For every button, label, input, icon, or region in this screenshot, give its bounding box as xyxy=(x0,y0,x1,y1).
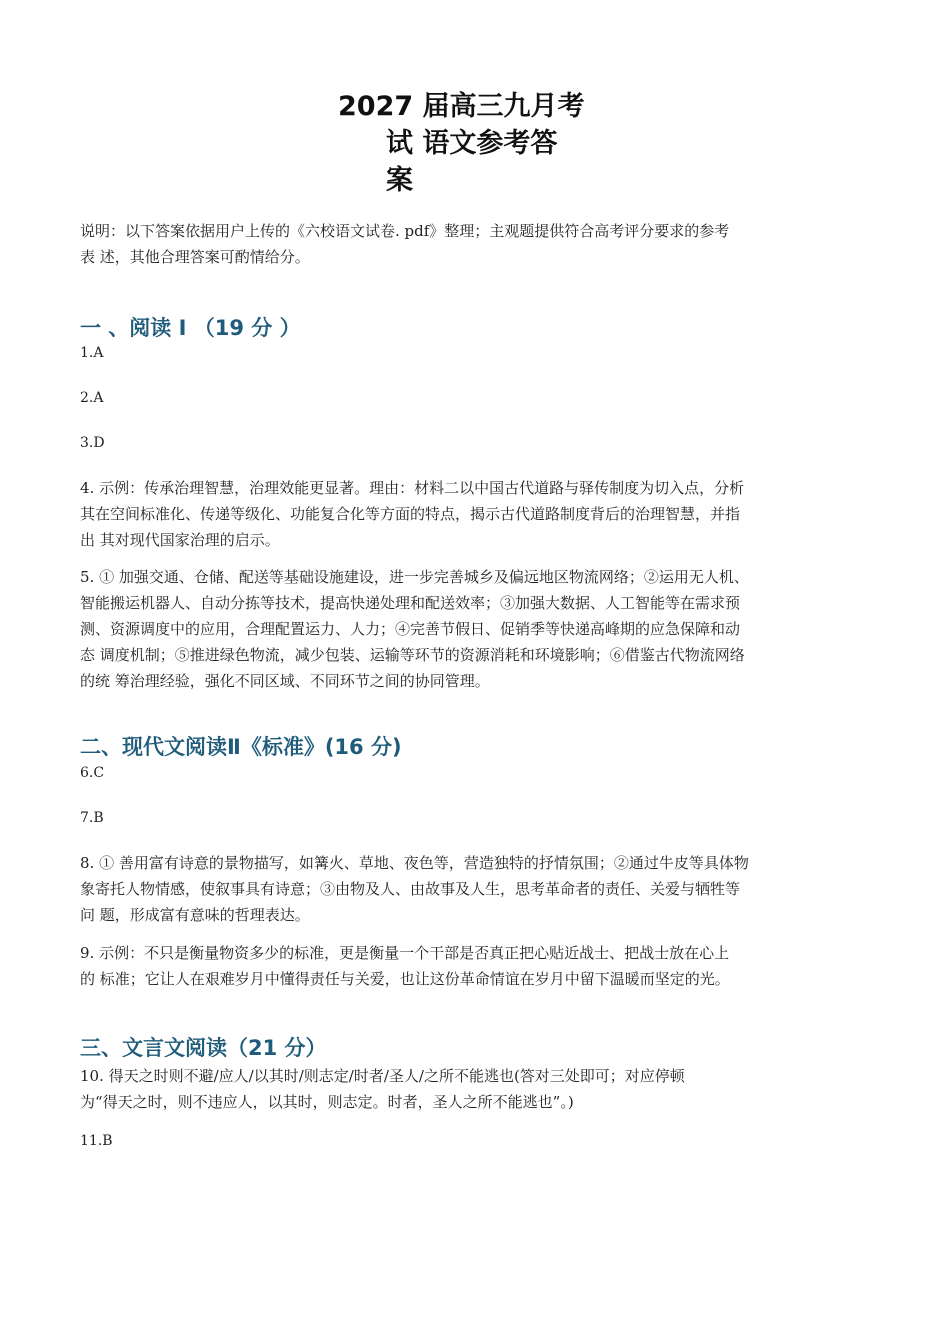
answer-item-9 xyxy=(80,940,860,992)
answer-item-8 xyxy=(80,850,860,928)
answer-text: 6.C xyxy=(80,765,105,781)
answer-line: 象寄托人物情感，使叙事具有诗意；③由物及人、由故事及人生，思考革命者的责任、关爱与牺牲等 xyxy=(80,880,741,898)
section-heading-reading-1: 一 、阅读 I （19 分 ） xyxy=(80,316,301,340)
answer-item-11 xyxy=(80,1128,860,1154)
answer-line: 其在空间标准化、传递等级化、功能复合化等方面的特点，揭示古代道路制度背后的治理智慧，并指 xyxy=(80,505,741,523)
answer-item-3 xyxy=(80,430,860,456)
answer-item-10 xyxy=(80,1063,860,1115)
explanation-note xyxy=(80,218,860,270)
answer-item-2 xyxy=(80,385,860,411)
answer-line: 10. 得天之时则不避/应人/以其时/则志定/时者/圣人/之所不能逃也(答对三处即可；对应停顿 xyxy=(80,1067,685,1085)
answer-text: 2.A xyxy=(80,390,104,406)
answer-text: 11.B xyxy=(80,1133,113,1149)
answer-line: 智能搬运机器人、自动分拣等技术，提高快递处理和配送效率；③加强大数据、人工智能等在需求预 xyxy=(80,594,741,612)
answer-item-4 xyxy=(80,475,860,553)
answer-line: 出 其对现代国家治理的启示。 xyxy=(80,531,280,549)
answer-line: 的 标准；它让人在艰难岁月中懂得责任与关爱，也让这份革命情谊在岁月中留下温暖而坚定的光。 xyxy=(80,970,730,988)
title-line-2: 试 语文参考答 xyxy=(386,128,558,159)
answer-item-5 xyxy=(80,564,860,694)
answer-text: 1.A xyxy=(80,345,104,361)
title-line-3: 案 xyxy=(386,165,413,196)
title-line-1: 2027 届高三九月考 xyxy=(338,91,585,122)
answer-line: 4. 示例：传承治理智慧，治理效能更显著。理由：材料二以中国古代道路与驿传制度为切入点，分析 xyxy=(80,479,745,497)
answer-text: 7.B xyxy=(80,810,104,826)
answer-item-1 xyxy=(80,340,860,366)
answer-line: 问 题，形成富有意味的哲理表达。 xyxy=(80,906,310,924)
answer-item-7 xyxy=(80,805,860,831)
answer-text: 3.D xyxy=(80,435,105,451)
answer-line: 8. ① 善用富有诗意的景物描写，如篝火、草地、夜色等，营造独特的抒情氛围；②通过牛皮等具体物 xyxy=(80,854,749,872)
section-heading-classical-chinese: 三、文言文阅读（21 分） xyxy=(80,1036,327,1060)
answer-line: 测、资源调度中的应用，合理配置运力、人力；④完善节假日、促销季等快递高峰期的应急保障和动 xyxy=(80,620,741,638)
answer-line: 5. ① 加强交通、仓储、配送等基础设施建设，进一步完善城乡及偏远地区物流网络；②运用无人机、 xyxy=(80,568,749,586)
note-line: 说明：以下答案依据用户上传的《六校语文试卷. pdf》整理；主观题提供符合高考评分要求的参考 xyxy=(80,222,730,240)
answer-line: 态 调度机制；⑤推进绿色物流，减少包装、运输等环节的资源消耗和环境影响；⑥借鉴古代物流网络 xyxy=(80,646,745,664)
answer-line: 的统 筹治理经验，强化不同区域、不同环节之间的协同管理。 xyxy=(80,672,490,690)
answer-line: 9. 示例：不只是衡量物资多少的标准，更是衡量一个干部是否真正把心贴近战士、把战士放在心上 xyxy=(80,944,730,962)
answer-line: 为“得天之时，则不违应人，以其时，则志定。时者，圣人之所不能逃也”。) xyxy=(80,1093,574,1111)
document-title xyxy=(338,88,588,199)
answer-item-6 xyxy=(80,760,860,786)
section-heading-modern-reading-2: 二、现代文阅读Ⅱ《标准》(16 分) xyxy=(80,735,402,759)
note-line: 表 述，其他合理答案可酌情给分。 xyxy=(80,248,310,266)
